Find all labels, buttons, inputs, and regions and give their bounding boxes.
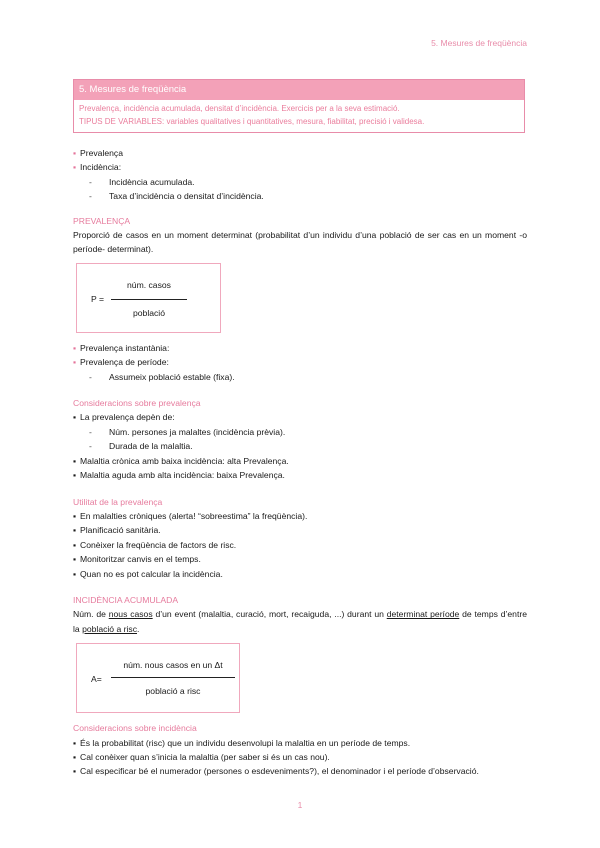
bullet-marker: ▪	[73, 357, 77, 368]
running-header: 5. Mesures de freqüència	[431, 38, 527, 48]
list-item: ▪ Monitoritzar canvis en el temps.	[73, 552, 527, 566]
sub-item: - Durada de la malaltia.	[73, 439, 527, 453]
section-variables-line	[74, 115, 524, 128]
bullet-marker: ▪	[73, 766, 77, 777]
formula-numerator: núm. nous casos en un Δt	[123, 660, 223, 671]
list-item: ▪ Prevalença	[73, 146, 527, 160]
list-item: ▪ Cal especificar bé el numerador (persones o esdeveniments?), el denominador i el període d’observació.	[73, 764, 527, 778]
list-item: ▪ Prevalença de període:	[73, 355, 527, 369]
dash-marker: -	[89, 371, 92, 382]
section-banner	[73, 79, 525, 133]
bullet-marker: ▪	[73, 342, 77, 353]
bullet-marker: ▪	[73, 737, 77, 748]
main-content	[73, 146, 527, 779]
bullet-marker: ▪	[73, 568, 77, 579]
list-item: ▪ És la probabilitat (risc) que un individu desenvolupi la malaltia en un període de temps.	[73, 736, 527, 750]
heading-cumulative-incidence: INCIDÈNCIA ACUMULADA	[73, 594, 179, 605]
list-item: ▪ Malaltia aguda amb alta incidència: baixa Prevalença.	[73, 468, 527, 482]
formula-lhs: A=	[91, 674, 102, 685]
list-item: ▪ Conèixer la freqüència de factors de risc.	[73, 538, 527, 552]
list-item: ▪ En malalties cròniques (alerta! “sobreestima” la freqüència).	[73, 509, 527, 523]
dash-marker: -	[89, 426, 92, 437]
page-number: 1	[297, 800, 303, 810]
formula-lhs: P =	[91, 293, 104, 304]
sub-item: - Taxa d’incidència o densitat d’incidència.	[73, 189, 527, 203]
dash-marker: -	[89, 176, 92, 187]
list-item: ▪ Cal conèixer quan s’inicia la malaltia (per saber si és un cas nou).	[73, 750, 527, 764]
section-summary: Prevalença, incidència acumulada, densitat d’incidència. Exercicis per a la seva estimació.	[79, 104, 400, 113]
list-item: ▪ Prevalença instantània:	[73, 341, 527, 355]
bullet-marker: ▪	[73, 554, 77, 565]
variables-label: TIPUS DE VARIABLES:	[79, 117, 165, 126]
fraction-bar	[111, 677, 235, 678]
list-item: ▪ La prevalença depèn de:	[73, 410, 527, 424]
heading-prevalence: PREVALENÇA	[73, 215, 131, 226]
list-item: ▪ Planificació sanitària.	[73, 523, 527, 537]
formula-denominator: població	[132, 307, 165, 318]
sub-item: - Núm. persones ja malaltes (incidència prèvia).	[73, 425, 527, 439]
list-item: ▪ Incidència:	[73, 160, 527, 174]
bullet-marker: ▪	[73, 510, 77, 521]
bullet-marker: ▪	[73, 751, 77, 762]
bullet-marker: ▪	[73, 148, 77, 158]
bullet-marker: ▪	[73, 162, 77, 173]
formula-numerator: núm. casos	[127, 279, 171, 290]
cumulative-incidence-formula	[76, 643, 240, 713]
heading-considerations-prevalence: Consideracions sobre prevalença	[73, 398, 201, 409]
bullet-marker: ▪	[73, 412, 77, 423]
sub-item: - Assumeix població estable (fixa).	[73, 370, 527, 384]
fraction-bar	[111, 299, 187, 300]
bullet-marker: ▪	[73, 470, 77, 481]
heading-considerations-incidence: Consideracions sobre incidència	[73, 723, 197, 734]
prevalence-definition: Proporció de casos en un moment determinat (probabilitat d’un individu d’una població de ser cas en un moment -o període- determinat).	[73, 230, 527, 255]
dash-marker: -	[89, 191, 92, 202]
list-item: ▪ Malaltia crònica amb baixa incidència: alta Prevalença.	[73, 454, 527, 468]
list-item: ▪ Quan no es pot calcular la incidència.	[73, 567, 527, 581]
dash-marker: -	[89, 441, 92, 452]
cumulative-incidence-definition: Núm. de nous casos d’un event (malaltia, curació, mort, recaiguda, ...) durant un determinat període de temps d’entre la població a risc.	[73, 609, 527, 634]
formula-denominator: població a risc	[145, 686, 201, 697]
prevalence-formula	[76, 263, 221, 333]
bullet-marker: ▪	[73, 525, 77, 536]
section-title: 5. Mesures de freqüència	[74, 80, 524, 100]
heading-utility: Utilitat de la prevalença	[73, 496, 163, 507]
bullet-marker: ▪	[73, 455, 77, 466]
variables-text: variables qualitatives i quantitatives, mesura, fiabilitat, precisió i validesa.	[164, 117, 425, 126]
sub-item: - Incidència acumulada.	[73, 175, 527, 189]
bullet-marker: ▪	[73, 539, 77, 550]
